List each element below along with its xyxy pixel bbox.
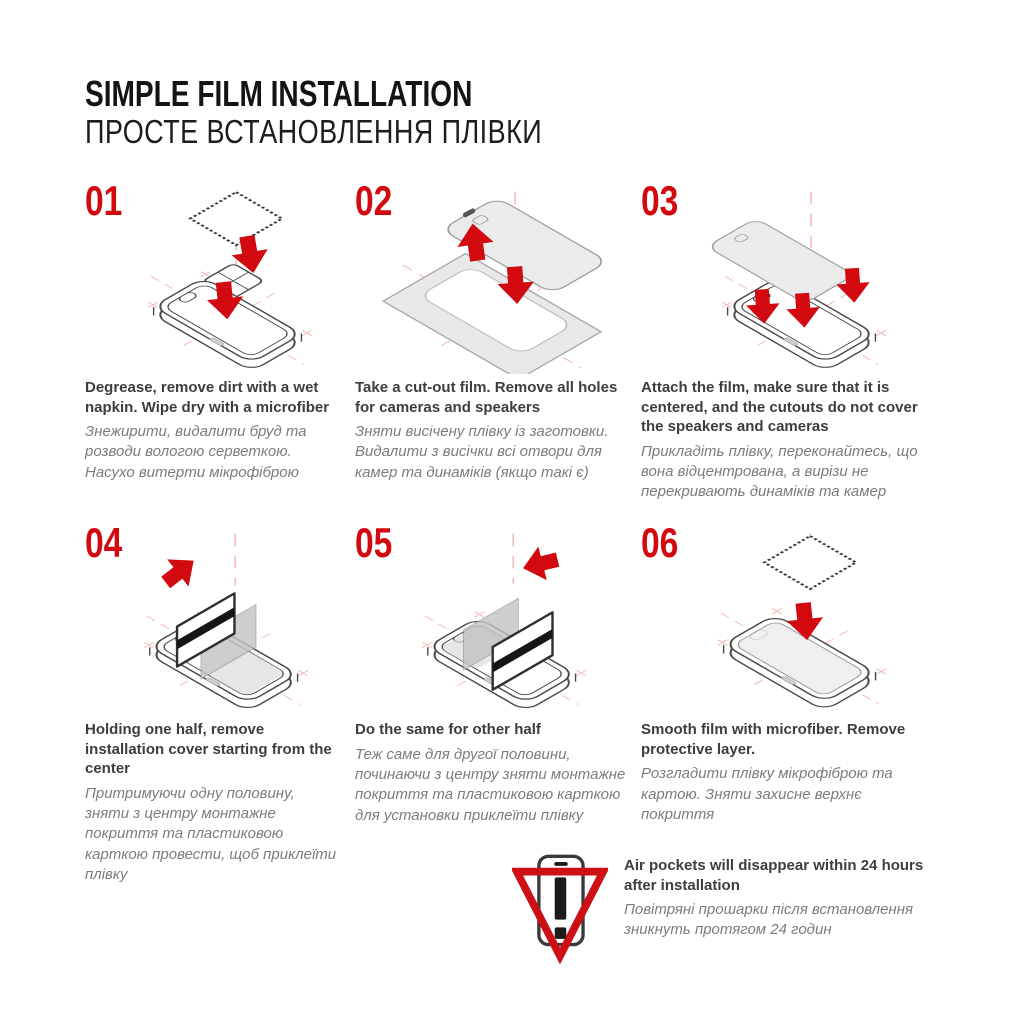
step-text-en: Attach the film, make sure that it is centered, and the cutouts do not cover the speakers and cameras (641, 379, 918, 435)
step-number: 05 (355, 519, 393, 567)
step-number: 04 (85, 519, 123, 567)
step-number: 03 (641, 177, 679, 224)
step-text-ua: Прикладіть плівку, переконайтесь, що вона відцентрована, а вирізи не перекривають динаміків та камер (641, 442, 918, 500)
warning-text-ua: Повітряні прошарки після встановлення зникнуть протягом 24 годин (624, 901, 913, 939)
warning-text-block (624, 850, 932, 941)
step-04 (85, 519, 347, 885)
page-title: SIMPLE FILM INSTALLATION (85, 73, 473, 114)
step-text-en: Holding one half, remove installation cover starting from the center (85, 721, 332, 778)
step-text-ua: Розгладити плівку мікрофіброю та картою. Зняти захисне верхнє покриття (641, 765, 893, 823)
film-align-phone-illustration (641, 186, 939, 374)
step-number: 06 (641, 519, 679, 567)
step-number: 01 (85, 177, 123, 224)
step-05 (355, 519, 633, 826)
step-text-ua: Знежирити, видалити бруд та розводи вологою серветкою. Насухо витерти мікрофіброю (85, 423, 307, 481)
step-text-en: Smooth film with microfiber. Remove protective layer. (641, 721, 906, 758)
smooth-film-microfiber-illustration (641, 528, 939, 716)
card-peel-second-half-illustration (355, 528, 633, 716)
phone-alert-triangle-icon (512, 850, 608, 972)
step-06 (641, 519, 939, 825)
header (85, 73, 642, 150)
step-text-en: Take a cut-out film. Remove all holes for cameras and speakers (355, 379, 618, 416)
page-subtitle: ПРОСТЕ ВСТАНОВЛЕННЯ ПЛІВКИ (85, 113, 543, 150)
warning-text-en: Air pockets will disappear within 24 hours after installation (624, 857, 924, 894)
step-text-ua: Теж саме для другої половини, починаючи з центру зняти монтажне покриття та пластиковою карткою для установки приклеїти плівку (355, 745, 626, 824)
step-text-en: Degrease, remove dirt with a wet napkin. Wipe dry with a microfiber (85, 379, 330, 416)
napkin-microfiber-phone-illustration (85, 186, 347, 374)
step-number: 02 (355, 177, 393, 224)
step-03 (641, 177, 939, 502)
step-text-ua: Притримуючи одну половину, зняти з центру монтажне покриття та пластиковою карткою провести, щоб приклеїти плівку (85, 784, 337, 883)
film-cutout-sheet-illustration (355, 186, 633, 374)
step-02 (355, 177, 633, 483)
step-text-en: Do the same for other half (355, 721, 541, 739)
air-pockets-warning (512, 850, 932, 972)
step-text-ua: Зняти висічену плівку із заготовки. Видалити з висічки всі отвори для камер та динаміків (якщо такі є) (355, 423, 609, 481)
card-peel-first-half-illustration (85, 528, 347, 716)
steps-grid (85, 177, 947, 885)
step-01 (85, 177, 347, 483)
